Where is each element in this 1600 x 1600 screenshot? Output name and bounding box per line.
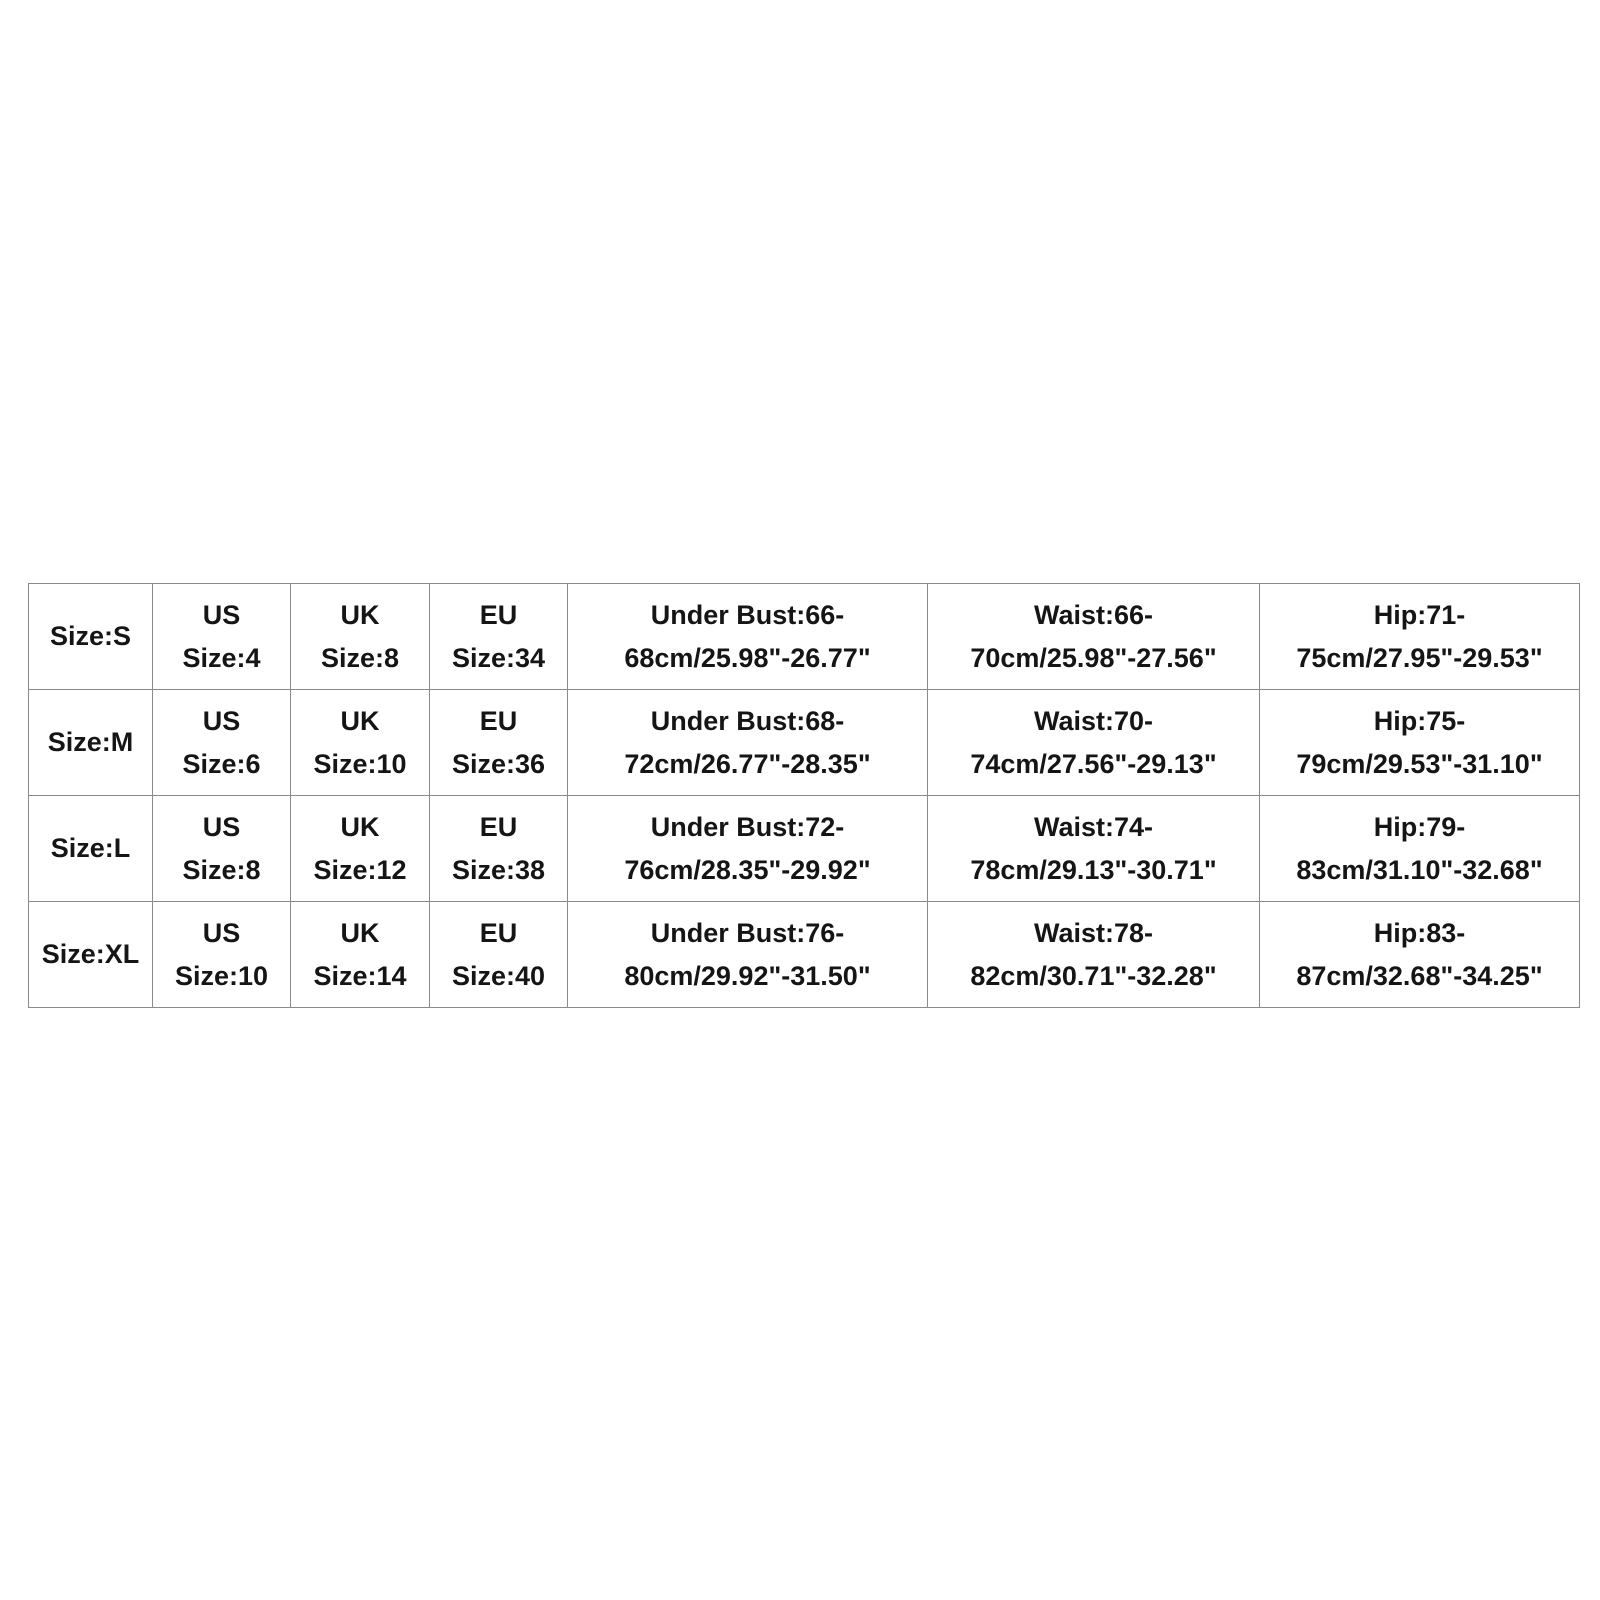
hip-cell: Hip:79- 83cm/31.10"-32.68" <box>1260 796 1580 902</box>
table-row-s <box>29 584 1580 690</box>
waist-cell: Waist:78- 82cm/30.71"-32.28" <box>928 902 1260 1008</box>
size-cell: Size:L <box>29 796 153 902</box>
hip-cell: Hip:83- 87cm/32.68"-34.25" <box>1260 902 1580 1008</box>
us-size-cell: US Size:4 <box>153 584 291 690</box>
under-bust-cell: Under Bust:68- 72cm/26.77"-28.35" <box>568 690 928 796</box>
waist-cell: Waist:66- 70cm/25.98"-27.56" <box>928 584 1260 690</box>
us-size-cell: US Size:10 <box>153 902 291 1008</box>
eu-size-cell: EU Size:38 <box>430 796 568 902</box>
table-row-xl <box>29 902 1580 1008</box>
uk-size-cell: UK Size:10 <box>291 690 430 796</box>
uk-size-cell: UK Size:14 <box>291 902 430 1008</box>
size-chart <box>28 583 1579 1008</box>
table-row-m <box>29 690 1580 796</box>
eu-size-cell: EU Size:40 <box>430 902 568 1008</box>
under-bust-cell: Under Bust:72- 76cm/28.35"-29.92" <box>568 796 928 902</box>
under-bust-cell: Under Bust:76- 80cm/29.92"-31.50" <box>568 902 928 1008</box>
size-cell: Size:M <box>29 690 153 796</box>
us-size-cell: US Size:8 <box>153 796 291 902</box>
eu-size-cell: EU Size:36 <box>430 690 568 796</box>
size-chart-table <box>28 583 1580 1008</box>
waist-cell: Waist:74- 78cm/29.13"-30.71" <box>928 796 1260 902</box>
uk-size-cell: UK Size:8 <box>291 584 430 690</box>
size-cell: Size:XL <box>29 902 153 1008</box>
table-row-l <box>29 796 1580 902</box>
eu-size-cell: EU Size:34 <box>430 584 568 690</box>
waist-cell: Waist:70- 74cm/27.56"-29.13" <box>928 690 1260 796</box>
under-bust-cell: Under Bust:66- 68cm/25.98"-26.77" <box>568 584 928 690</box>
hip-cell: Hip:75- 79cm/29.53"-31.10" <box>1260 690 1580 796</box>
size-cell: Size:S <box>29 584 153 690</box>
uk-size-cell: UK Size:12 <box>291 796 430 902</box>
hip-cell: Hip:71- 75cm/27.95"-29.53" <box>1260 584 1580 690</box>
us-size-cell: US Size:6 <box>153 690 291 796</box>
